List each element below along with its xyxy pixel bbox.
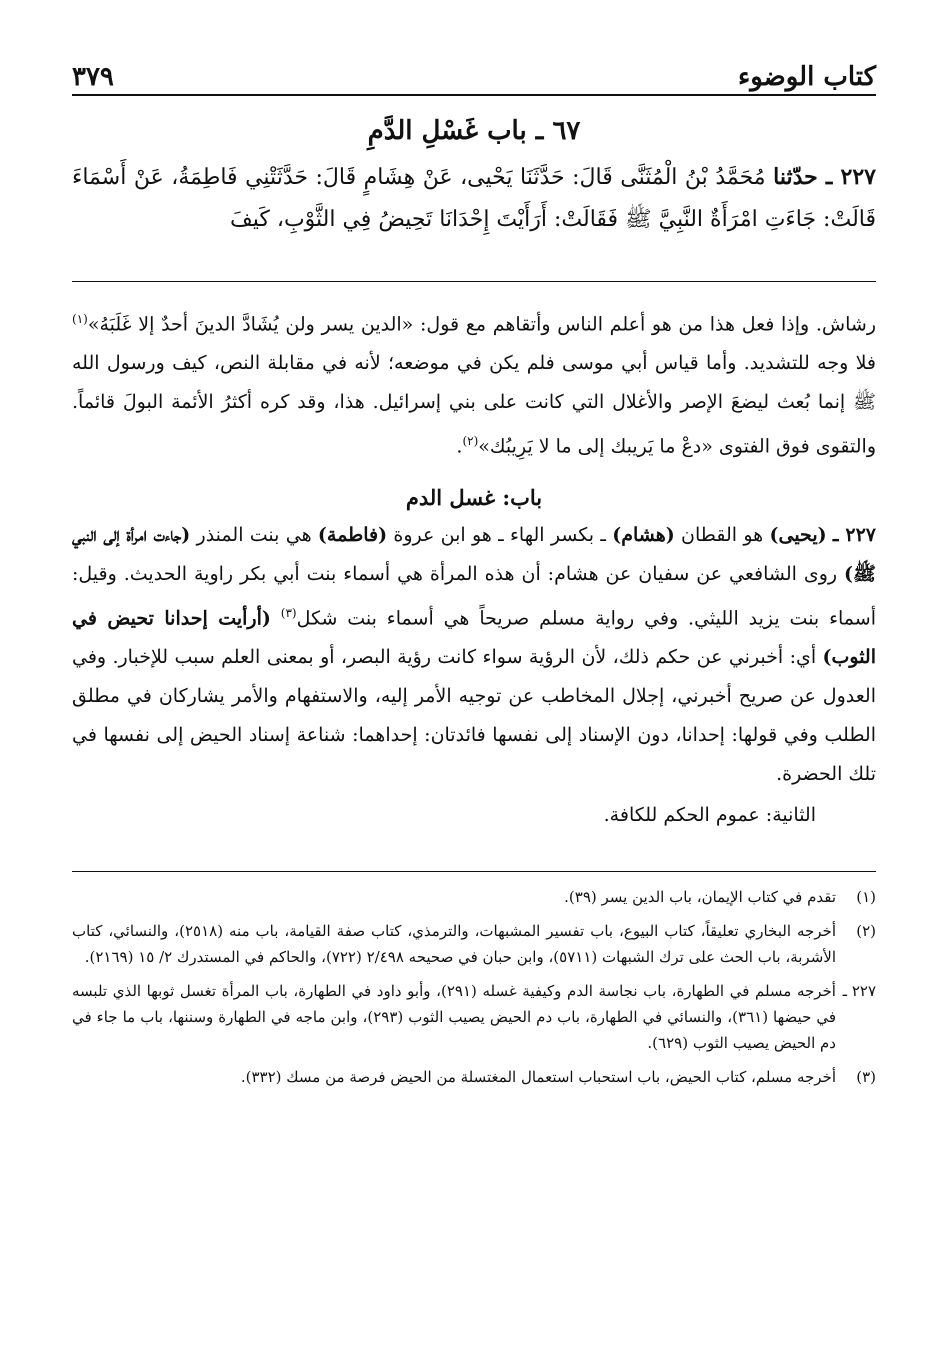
footnote-ref-1: (١) [72, 312, 88, 326]
footnote-label: (٣) [856, 1067, 876, 1086]
footnote-label: (٢) [856, 921, 876, 940]
commentary-text-4: ـ بكسر الهاء ـ هو ابن عروة [387, 523, 613, 546]
term-menstruate: (أرأيت إحدانا تحيض في الثوب) [72, 606, 876, 668]
term-yahya: (يحيى) [769, 523, 827, 546]
intro-text-2: فلا وجه للتشديد. وأما قياس أبي موسى فلم يكن في موضعه؛ لأنه في مقابلة النص، كيف ورسول الله ﷺ إنما بُعث ليضعَ الإصر والأغلال التي كانت على بني إسرائيل. هذا، وقد كره أكثرُ الأئمة البولَ قائماً. والتقوى فوق الفتوى «دعْ ما يَريبك إلى ما لا يَرِيبُك» [72, 352, 877, 458]
footnotes [72, 884, 876, 1090]
commentary-heading: باب: غسل الدم [405, 484, 543, 510]
commentary-second-point: الثانية: عموم الحكم للكافة. [603, 803, 816, 826]
footnote-text: أخرجه مسلم، كتاب الحيض، باب استحباب استعمال المغتسلة من الحيض فرصة من مسك (٣٣٢). [240, 1067, 836, 1086]
footnote [72, 1064, 876, 1090]
commentary-text-9 [271, 607, 281, 629]
commentary-text-6: هي بنت المنذر [190, 523, 318, 546]
footnote-text: تقدم في كتاب الإيمان، باب الدين يسر (٣٩). [564, 887, 836, 906]
footnote [72, 918, 876, 970]
footnote-text: أخرجه مسلم في الطهارة، باب نجاسة الدم وكيفية غسله (٢٩١)، وأبو داود في الطهارة، باب المرأة تغسل ثوبها الذي تلبسه في حيضها (٣٦١)، والنسائي في الطهارة، باب دم الحيض يصيب الثوب (٢٩٣)، وابن ماجه في الطهارة وسننها، باب ما جاء في دم الحيض يصيب الثوب (٦٢٩). [72, 981, 837, 1052]
running-header [72, 40, 876, 92]
intro-text-3: . [456, 435, 463, 458]
page-number: ٣٧٩ [72, 62, 114, 92]
hadith-number: ٢٢٧ ـ حدّثنا [773, 164, 876, 190]
footnote-separator [72, 871, 876, 872]
commentary-intro [72, 300, 876, 467]
commentary-text-11: أي: أخبرني عن حكم ذلك، لأن الرؤية سواء كانت رؤية البصر، أو بمعنى العلم سبب للإخبار. وفي العدول عن صريح أخبرني، إجلال المخاطب عن توجيه الأمر إليه، والاستفهام والأمر يشاركان في مطلق الطلب وفي قولها: إحدانا، دون الإسناد إلى نفسها فائدتان: إحداهما: شناعة إسناد الحيض إلى نفسها في تلك الحضرة. [72, 645, 876, 785]
footnote-ref-3: (٣) [280, 605, 297, 620]
term-woman-came: (جاءت امرأة إلى النبي ﷺ) [72, 523, 876, 585]
footnote [72, 884, 876, 910]
commentary-body [72, 516, 876, 794]
footnote-text: أخرجه البخاري تعليقاً، كتاب البيوع، باب تفسير المشبهات، والترمذي، كتاب صفة القيامة، باب منه (٢٥١٨)، والنسائي، كتاب الأشربة، باب الحث على ترك الشبهات (٥٧١١)، وابن حبان في صحيحه ٢/٤٩٨ (٧٢٢)، والحاكم في المستدرك ٢/ ١٥ (٢١٦٩). [72, 921, 836, 966]
book-title: كتاب الوضوء [738, 62, 876, 92]
matn-separator [72, 281, 876, 282]
commentary-text-2: هو القطان [674, 523, 770, 546]
footnote-label: ٢٢٧ ـ [842, 981, 876, 1000]
footnote-label: (١) [856, 887, 876, 906]
chapter-title: ٦٧ ـ باب غَسْلِ الدَّمِ [367, 116, 581, 146]
term-hisham: (هشام) [612, 523, 675, 546]
hadith-text [72, 156, 876, 241]
commentary-text-8: روى الشافعي عن سفيان عن هشام: أن هذه المرأة هي أسماء بنت أبي بكر راوية الحديث. وقيل: أسماء بنت يزيد الليثي. وفي رواية مسلم صريحاً هي أسماء بنت شكل [72, 562, 876, 629]
footnote-ref-2: (٢) [462, 434, 479, 449]
header-rule [72, 94, 876, 96]
footnote [72, 978, 876, 1056]
intro-text-1: رشاش. وإذا فعل هذا من هو أعلم الناس وأتقاهم مع قول: «الدين يسر ولن يُشَادَّ الدينَ أحدٌ إلا غَلَبَهُ» [87, 313, 876, 336]
hadith-body: مُحَمَّدُ بْنُ الْمُثَنَّى قَالَ: حَدَّثَنَا يَحْيى، عَنْ هِشَامٍ قَالَ: حَدَّثَتْنِي فَاطِمَةُ، عَنْ أَسْمَاءَ قَالَتْ: جَاءَتِ امْرَأَةٌ النَّبِيَّ ﷺ فَقَالَتْ: أَرَأَيْتَ إِحْدَانَا تَحِيضُ فِي الثَّوْبِ، كَيفَ [72, 165, 876, 232]
commentary-number: ٢٢٧ ـ [832, 523, 876, 546]
term-fatima: (فاطمة) [317, 523, 388, 546]
